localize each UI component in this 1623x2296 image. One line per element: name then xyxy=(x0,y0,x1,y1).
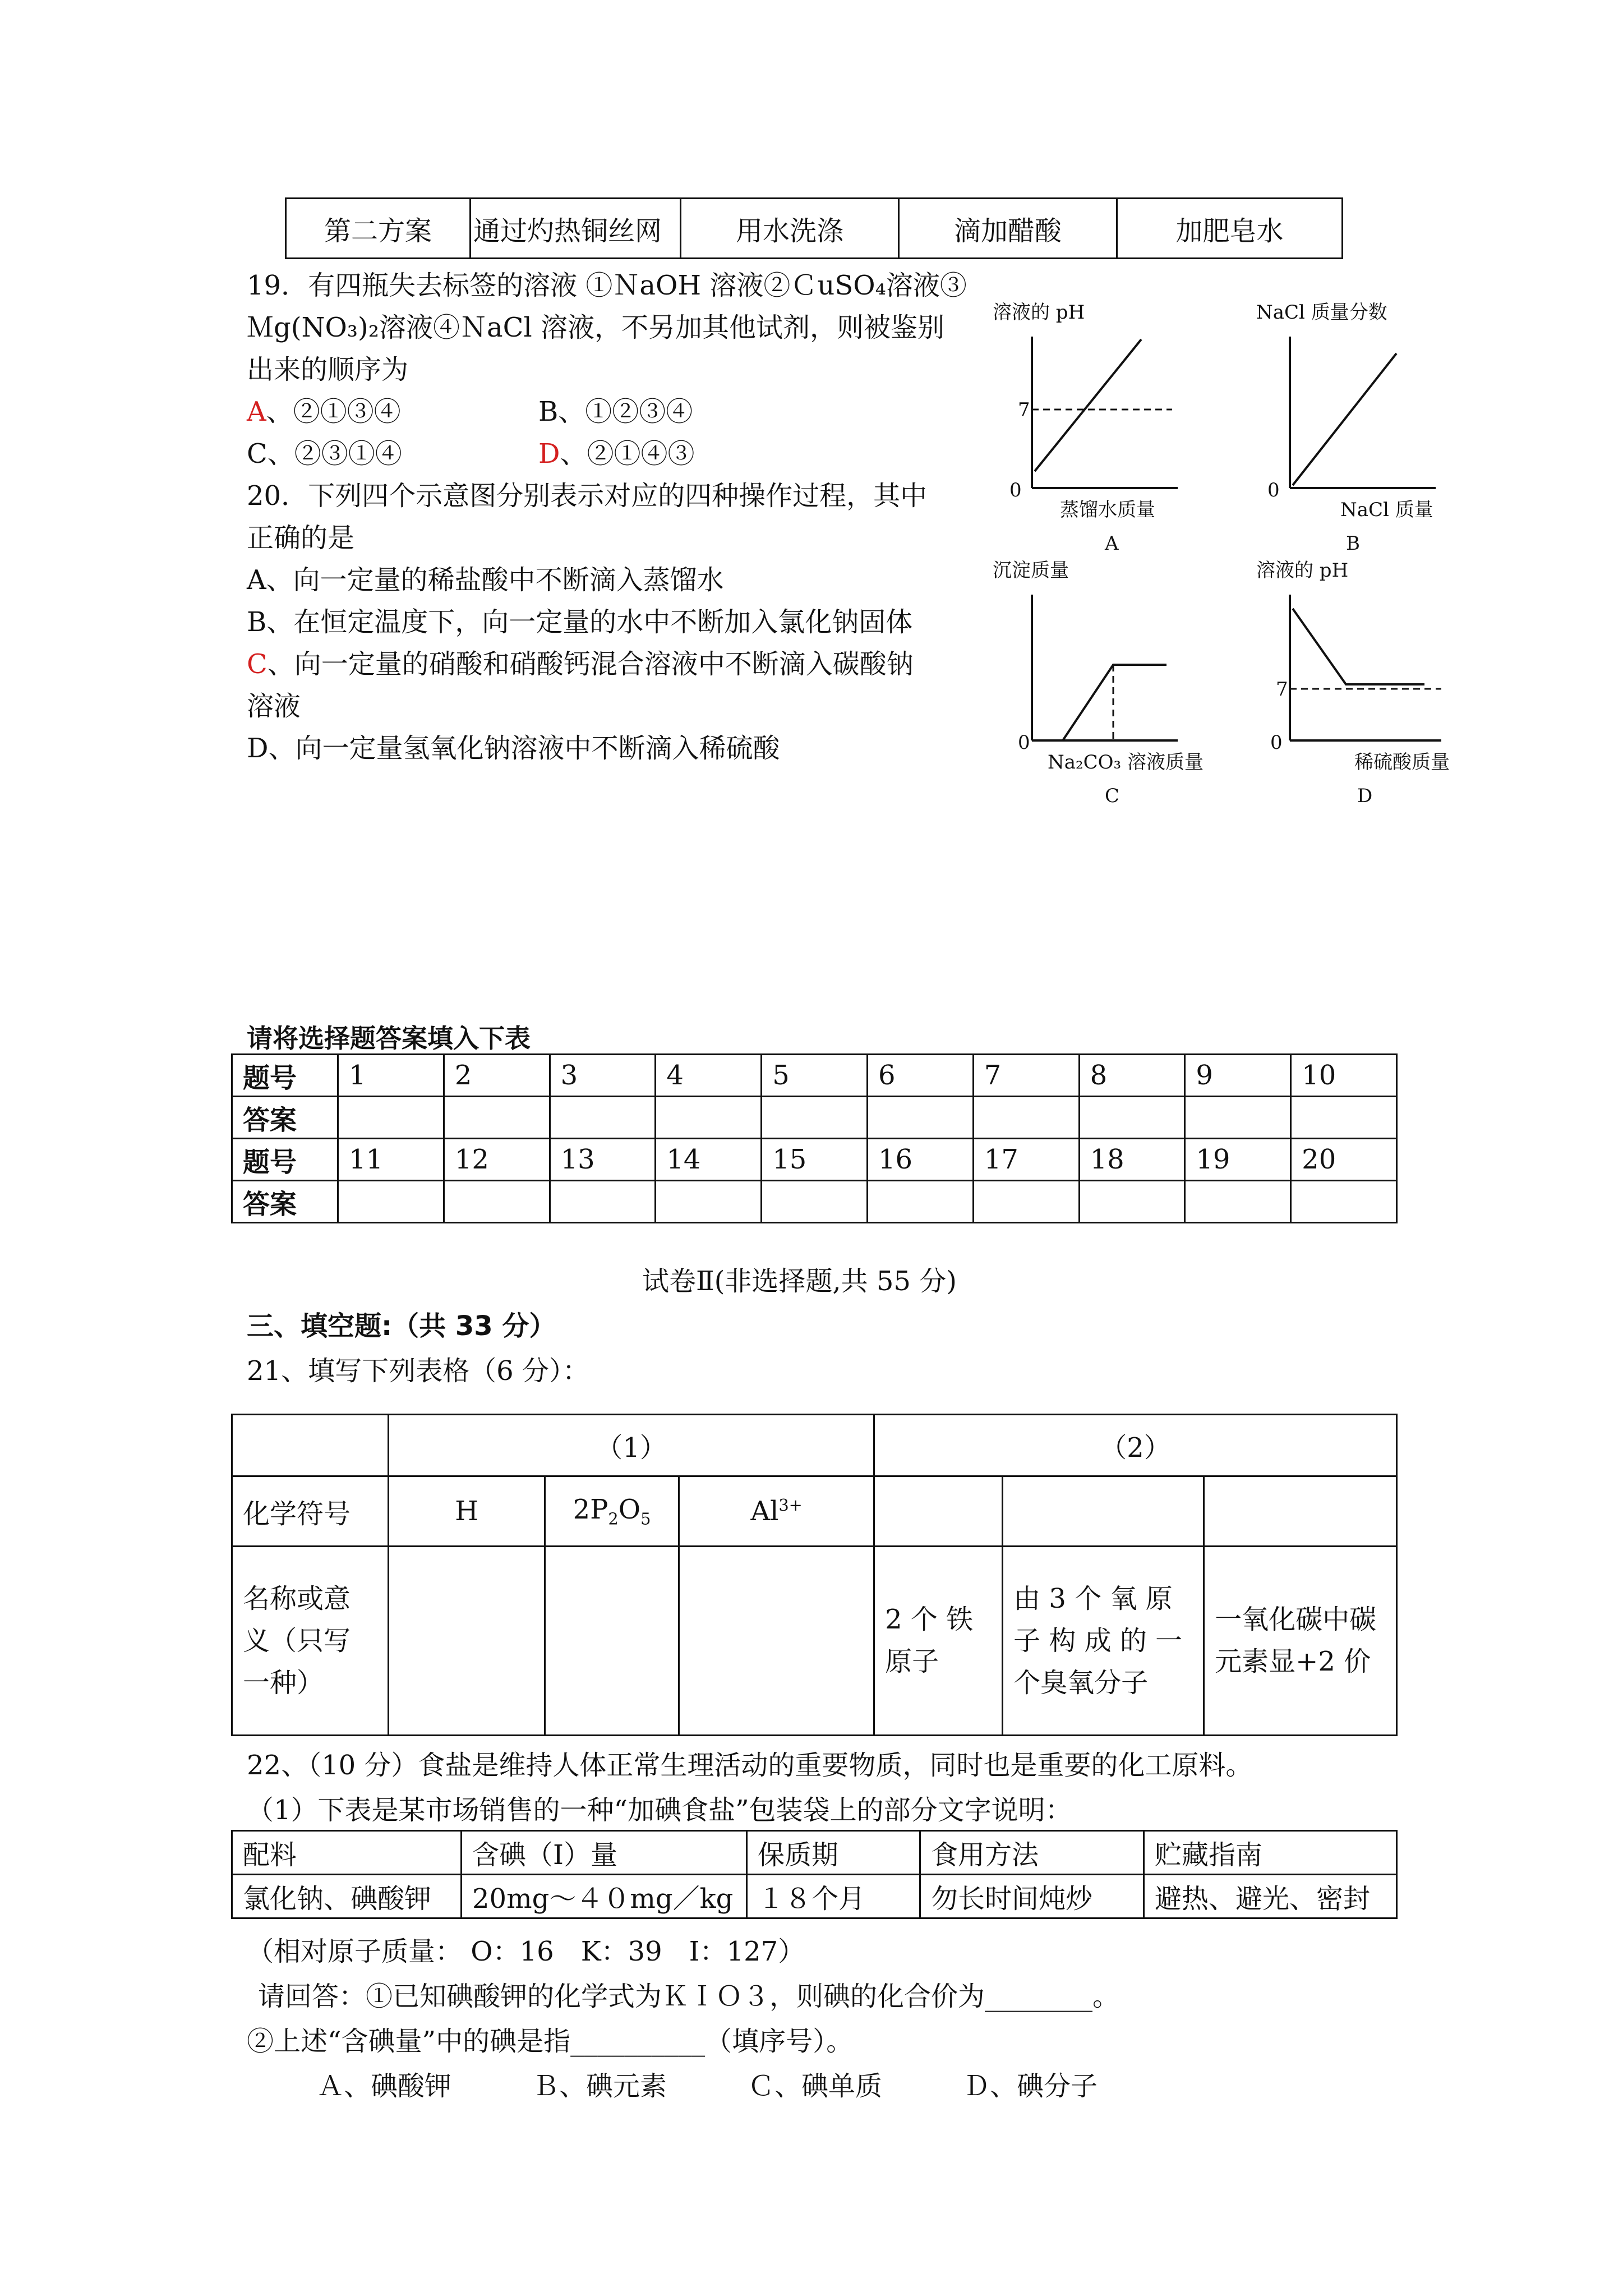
q21-meaning-co: 一氧化碳中碳 元素显+2 价 xyxy=(1204,1547,1397,1736)
question-number: 20 xyxy=(1291,1139,1397,1181)
row-label-question: 题号 xyxy=(232,1055,338,1097)
graph-b-letter: B xyxy=(1346,532,1360,555)
q22-choices: Ａ、碘酸钾 Ｂ、碘元素 Ｃ、碘单质 Ｄ、碘分子 xyxy=(317,2070,1098,2102)
part2-title: 试卷Ⅱ(非选择题,共 55 分) xyxy=(642,1266,957,1297)
graph-a-letter: A xyxy=(1105,532,1119,555)
answer-table xyxy=(231,1053,1398,1223)
salt-value: 勿长时间炖炒 xyxy=(920,1875,1144,1918)
q22-atomic-masses: （相对原子质量： O：16 K：39 I：127） xyxy=(247,1936,805,1967)
answer-cell[interactable] xyxy=(973,1097,1079,1139)
salt-label-table xyxy=(231,1830,1398,1919)
question-number: 16 xyxy=(867,1139,973,1181)
q19-line3: 出来的顺序为 xyxy=(247,354,409,385)
salt-header: 配料 xyxy=(232,1831,462,1875)
q21-answer-fe[interactable] xyxy=(874,1476,1003,1547)
question-number: 2 xyxy=(444,1055,550,1097)
salt-value: 20mg～４０mg／kg xyxy=(462,1875,747,1918)
q21-answer-h[interactable] xyxy=(389,1547,545,1736)
question-number: 9 xyxy=(1185,1055,1291,1097)
answer-table-heading: 请将选择题答案填入下表 xyxy=(247,1023,531,1053)
q22-ask1: 请回答：①已知碘酸钾的化学式为ＫＩＯ３，则碘的化合价为________。 xyxy=(258,1981,1120,2012)
graph-b xyxy=(1256,297,1492,561)
question-number: 17 xyxy=(973,1139,1079,1181)
row-label-answer: 答案 xyxy=(232,1181,338,1223)
answer-cell[interactable] xyxy=(656,1181,762,1223)
q20-option-d: D、向一定量氢氧化钠溶液中不断滴入稀硫酸 xyxy=(247,733,780,764)
salt-value: 氯化钠、碘酸钾 xyxy=(232,1875,462,1918)
answer-cell[interactable] xyxy=(867,1181,973,1223)
q21-symbol-h: H xyxy=(389,1476,545,1547)
question-number: 15 xyxy=(762,1139,868,1181)
graph-c-curve xyxy=(1063,665,1166,740)
graph-d-ylabel: 溶液的 pH xyxy=(1256,559,1349,582)
question-number: 3 xyxy=(550,1055,656,1097)
question-number: 8 xyxy=(1079,1055,1185,1097)
graph-d-letter: D xyxy=(1357,785,1373,807)
question-number: 19 xyxy=(1185,1139,1291,1181)
answer-cell[interactable] xyxy=(1185,1097,1291,1139)
question-number: 14 xyxy=(656,1139,762,1181)
question-number: 12 xyxy=(444,1139,550,1181)
q21-meaning-fe: 2 个 铁 原子 xyxy=(874,1547,1003,1736)
graph-c-ylabel: 沉淀质量 xyxy=(993,559,1069,582)
q21-row-meaning-label: 名称或意 义（只写 一种） xyxy=(232,1547,389,1736)
q20-option-c: C、向一定量的硝酸和硝酸钙混合溶液中不断滴入碳酸钠 xyxy=(247,648,914,680)
q22-ask2: ②上述“含碘量”中的碘是指__________（填序号）。 xyxy=(247,2026,854,2057)
table-cell: 滴加醋酸 xyxy=(899,199,1117,259)
graph-c-letter: C xyxy=(1105,785,1120,807)
answer-cell[interactable] xyxy=(1291,1097,1397,1139)
q20-option-a: A、向一定量的稀盐酸中不断滴入蒸馏水 xyxy=(247,564,724,596)
graph-a-tick7: 7 xyxy=(1018,399,1030,421)
previous-question-table xyxy=(285,197,1343,259)
q21-symbol-al3: $Al^{3+}$ xyxy=(679,1476,874,1547)
graph-b-ylabel: NaCl 质量分数 xyxy=(1256,301,1387,324)
graph-a-xlabel: 蒸馏水质量 xyxy=(1060,499,1155,521)
row-label-question: 题号 xyxy=(232,1139,338,1181)
answer-cell[interactable] xyxy=(762,1097,868,1139)
salt-header: 保质期 xyxy=(747,1831,920,1875)
graph-c-xlabel: Na₂CO₃ 溶液质量 xyxy=(1048,751,1204,774)
question-number: 11 xyxy=(338,1139,444,1181)
answer-cell[interactable] xyxy=(550,1181,656,1223)
salt-header: 含碘（I）量 xyxy=(462,1831,747,1875)
q21-answer-o3[interactable] xyxy=(1003,1476,1204,1547)
question-number: 10 xyxy=(1291,1055,1397,1097)
q19-option-b: B、①②③④ xyxy=(538,396,693,427)
table-cell: 用水洗涤 xyxy=(681,199,899,259)
graph-c xyxy=(993,555,1228,813)
answer-cell[interactable] xyxy=(1291,1181,1397,1223)
answer-cell[interactable] xyxy=(444,1097,550,1139)
q21-meaning-o3: 由 3 个 氧 原 子 构 成 的 一 个臭氧分子 xyxy=(1003,1547,1204,1736)
answer-cell[interactable] xyxy=(973,1181,1079,1223)
graph-a xyxy=(993,297,1228,561)
salt-header: 贮藏指南 xyxy=(1144,1831,1397,1875)
salt-value: １８个月 xyxy=(747,1875,920,1918)
q21-row-symbol-label: 化学符号 xyxy=(232,1476,389,1547)
graph-b-curve xyxy=(1293,353,1396,485)
q20-option-c-cont: 溶液 xyxy=(247,691,301,722)
q20-line2: 正确的是 xyxy=(247,522,355,554)
answer-cell[interactable] xyxy=(338,1181,444,1223)
question-number: 4 xyxy=(656,1055,762,1097)
salt-value: 避热、避光、密封 xyxy=(1144,1875,1397,1918)
graph-d-origin: 0 xyxy=(1270,731,1283,754)
graph-a-curve xyxy=(1035,339,1141,471)
answer-cell[interactable] xyxy=(550,1097,656,1139)
q21-answer-p2o5[interactable] xyxy=(545,1547,679,1736)
section3-heading: 三、填空题:（共 33 分） xyxy=(247,1310,556,1342)
graph-a-ylabel: 溶液的 pH xyxy=(993,301,1085,324)
q20-option-b: B、在恒定温度下，向一定量的水中不断加入氯化钠固体 xyxy=(247,606,913,638)
graph-a-origin: 0 xyxy=(1009,479,1022,501)
graph-b-xlabel: NaCl 质量 xyxy=(1340,499,1433,521)
answer-cell[interactable] xyxy=(656,1097,762,1139)
answer-cell[interactable] xyxy=(338,1097,444,1139)
q21-answer-al3[interactable] xyxy=(679,1547,874,1736)
salt-header: 食用方法 xyxy=(920,1831,1144,1875)
q21-col1-header: （1） xyxy=(389,1415,874,1476)
q22-sub1: （1）下表是某市场销售的一种“加碘食盐”包装袋上的部分文字说明： xyxy=(247,1795,1072,1826)
question-number: 5 xyxy=(762,1055,868,1097)
q19-option-d: D、②①④③ xyxy=(538,438,695,470)
q22-title: 22、（10 分）食盐是维持人体正常生理活动的重要物质，同时也是重要的化工原料。 xyxy=(247,1750,1253,1781)
table-cell: 加肥皂水 xyxy=(1117,199,1343,259)
q19-option-c: C、②③①④ xyxy=(247,438,402,470)
q21-symbol-p2o5: $2P_2O_5$ xyxy=(545,1476,679,1547)
question-number: 7 xyxy=(973,1055,1079,1097)
q21-table xyxy=(231,1414,1398,1736)
q21-col2-header: （2） xyxy=(874,1415,1397,1476)
answer-cell[interactable] xyxy=(1079,1097,1185,1139)
q21-answer-co[interactable] xyxy=(1204,1476,1397,1547)
answer-cell[interactable] xyxy=(1079,1181,1185,1223)
graph-d-curve xyxy=(1293,609,1424,684)
graph-c-origin: 0 xyxy=(1018,731,1030,754)
q21-empty-corner xyxy=(232,1415,389,1476)
table-cell: 通过灼热铜丝网 xyxy=(471,199,681,259)
table-cell: 第二方案 xyxy=(286,199,471,259)
question-number: 18 xyxy=(1079,1139,1185,1181)
q19-line2: Ｍg(NO₃)₂溶液④ＮaCl 溶液，不另加其他试剂，则被鉴别 xyxy=(247,312,944,343)
graph-d-tick7: 7 xyxy=(1276,678,1288,701)
question-number: 1 xyxy=(338,1055,444,1097)
answer-cell[interactable] xyxy=(1185,1181,1291,1223)
answer-cell[interactable] xyxy=(444,1181,550,1223)
answer-cell[interactable] xyxy=(867,1097,973,1139)
graph-d-xlabel: 稀硫酸质量 xyxy=(1354,751,1450,774)
graph-d xyxy=(1256,555,1492,813)
answer-cell[interactable] xyxy=(762,1181,868,1223)
q21-title: 21、填写下列表格（6 分）： xyxy=(247,1355,589,1387)
graph-b-origin: 0 xyxy=(1267,479,1280,501)
row-label-answer: 答案 xyxy=(232,1097,338,1139)
question-number: 6 xyxy=(867,1055,973,1097)
q20-line1: 20．下列四个示意图分别表示对应的四种操作过程，其中 xyxy=(247,480,928,512)
question-number: 13 xyxy=(550,1139,656,1181)
q19-option-a: A、②①③④ xyxy=(247,396,401,427)
q19-line1: 19．有四瓶失去标签的溶液 ①ＮaOH 溶液②ＣuSO₄溶液③ xyxy=(247,270,967,301)
